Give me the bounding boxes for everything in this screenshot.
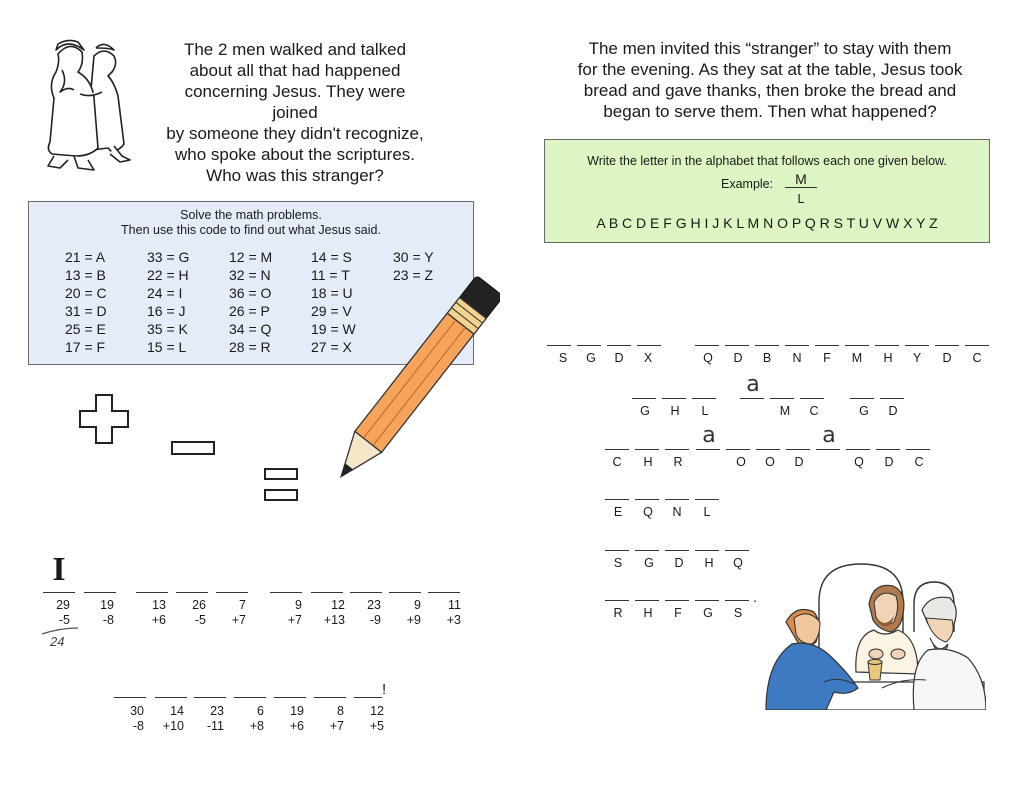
code-entry: 34 = Q (229, 321, 272, 337)
letter-blank[interactable] (800, 398, 824, 399)
letter-blank[interactable] (635, 449, 659, 450)
letter-blank[interactable] (635, 550, 659, 551)
code-letter: D (942, 351, 952, 365)
answer-blank[interactable] (270, 592, 302, 593)
code-entry: 31 = D (65, 303, 107, 319)
problem-bottom: +3 (446, 613, 461, 627)
problem-top: 19 (290, 704, 304, 718)
code-letter: L (701, 404, 709, 418)
problem-top: 7 (239, 598, 246, 612)
letter-blank[interactable] (906, 449, 930, 450)
filled-letter: a (702, 423, 716, 448)
code-entry: 22 = H (147, 267, 189, 283)
code-letter: Q (733, 556, 743, 570)
letter-blank[interactable] (695, 550, 719, 551)
code-letter: Y (912, 351, 922, 365)
letter-blank[interactable] (665, 600, 689, 601)
letter-blank[interactable] (815, 345, 839, 346)
code-entry: 36 = O (229, 285, 272, 301)
code-entry: 26 = P (229, 303, 270, 319)
letter-blank[interactable] (605, 449, 629, 450)
problem-bottom: +6 (289, 719, 304, 733)
left-story-line: concerning Jesus. They were joined (184, 82, 406, 122)
letter-blank[interactable] (637, 345, 661, 346)
example-letter: I (52, 551, 66, 588)
letter-blank[interactable] (695, 345, 719, 346)
answer-blank[interactable] (194, 697, 226, 698)
letter-blank[interactable] (695, 600, 719, 601)
code-letter: H (670, 404, 680, 418)
problem-bottom: -8 (102, 613, 114, 627)
letter-blank[interactable] (665, 499, 689, 500)
problem-bottom: +8 (249, 719, 264, 733)
code-entry: 11 = T (311, 267, 350, 283)
letter-blank[interactable] (635, 499, 659, 500)
problem-bottom: +9 (406, 613, 421, 627)
code-letter: B (762, 351, 772, 365)
letter-blank[interactable] (770, 398, 794, 399)
code-letter: N (672, 505, 682, 519)
answer-blank[interactable] (216, 592, 248, 593)
problem-bottom: -5 (194, 613, 206, 627)
problem-bottom: +5 (369, 719, 384, 733)
left-story-text (160, 39, 430, 186)
letter-blank[interactable] (740, 398, 764, 399)
left-story-line: Who was this stranger? (206, 166, 384, 185)
code-letter: H (704, 556, 714, 570)
code-entry: 33 = G (147, 249, 190, 265)
filled-letter: a (822, 423, 836, 448)
code-letter: N (792, 351, 802, 365)
code-letter: C (612, 455, 622, 469)
answer-blank[interactable] (136, 592, 168, 593)
code-entry: 29 = V (311, 303, 352, 319)
answer-blank[interactable] (311, 592, 343, 593)
minus-icon (170, 440, 216, 458)
equals-icon (263, 466, 299, 506)
problem-top: 9 (414, 598, 421, 612)
code-letter: G (586, 351, 596, 365)
answer-blank[interactable] (350, 592, 382, 593)
period-mark: . (753, 589, 757, 605)
letter-blank[interactable] (577, 345, 601, 346)
letter-blank[interactable] (725, 345, 749, 346)
letter-blank[interactable] (547, 345, 571, 346)
code-letter: Q (703, 351, 713, 365)
code-entry: 28 = R (229, 339, 271, 355)
code-letter: S (558, 351, 568, 365)
code-letter: S (613, 556, 623, 570)
problem-bottom: +7 (287, 613, 302, 627)
letter-blank[interactable] (756, 449, 780, 450)
letter-blank[interactable] (786, 449, 810, 450)
right-story-text (560, 38, 980, 122)
right-story-line: The men invited this “stranger” to stay with them (588, 39, 952, 58)
code-entry: 16 = J (147, 303, 186, 319)
example-answer: 24 (50, 634, 65, 649)
letter-blank[interactable] (905, 345, 929, 346)
letter-blank[interactable] (662, 398, 686, 399)
right-story-line: bread and gave thanks, then broke the bread and (583, 81, 957, 100)
code-entry: 18 = U (311, 285, 353, 301)
letter-blank[interactable] (665, 550, 689, 551)
code-letter: X (643, 351, 653, 365)
code-letter: G (644, 556, 654, 570)
letter-blank[interactable] (816, 449, 840, 450)
letter-blank[interactable] (635, 600, 659, 601)
letter-blank[interactable] (785, 345, 809, 346)
letter-blank[interactable] (605, 600, 629, 601)
problem-top: 11 (448, 598, 461, 612)
letter-blank[interactable] (726, 449, 750, 450)
letter-blank[interactable] (665, 449, 689, 450)
answer-blank[interactable] (234, 697, 266, 698)
letter-blank[interactable] (607, 345, 631, 346)
problem-bottom: -11 (206, 719, 224, 733)
code-letter: G (859, 404, 869, 418)
left-story-line: who spoke about the scriptures. (174, 145, 416, 164)
problem-top: 26 (192, 598, 206, 612)
problem-top: 23 (210, 704, 224, 718)
problem-bottom: +7 (231, 613, 246, 627)
code-letter: D (614, 351, 624, 365)
code-entry: 25 = E (65, 321, 106, 337)
code-letter: D (794, 455, 804, 469)
left-story-line: The 2 men walked and talked (183, 40, 407, 59)
answer-blank[interactable] (155, 697, 187, 698)
alphabet-code-box (544, 139, 990, 243)
alpha-instruction: Write the letter in the alphabet that follows each one given below. (587, 154, 947, 168)
code-letter: O (765, 455, 775, 469)
problem-bottom: +13 (323, 613, 345, 627)
answer-blank[interactable] (274, 697, 306, 698)
problem-top: 14 (170, 704, 184, 718)
letter-blank[interactable] (605, 499, 629, 500)
alphabet-row: A B C D E F G H I J K L M N O P Q R S T U V W X Y Z (596, 215, 938, 231)
code-letter: C (809, 404, 819, 418)
code-entry: 35 = K (147, 321, 188, 337)
answer-blank[interactable] (428, 592, 460, 593)
letter-blank[interactable] (632, 398, 656, 399)
code-letter: H (643, 606, 653, 620)
code-letter: H (643, 455, 653, 469)
code-instruction-line2: Then use this code to find out what Jesus said. (121, 223, 381, 237)
code-entry: 32 = N (229, 267, 271, 283)
code-letter: C (972, 351, 982, 365)
code-letter: D (733, 351, 743, 365)
letter-blank[interactable] (935, 345, 959, 346)
problem-top: 6 (257, 704, 264, 718)
problem-top: 9 (295, 598, 302, 612)
code-entry: 19 = W (311, 321, 356, 337)
letter-blank[interactable] (725, 550, 749, 551)
code-entry: 30 = Y (393, 249, 434, 265)
problem-top: 19 (100, 598, 114, 612)
code-letter: G (640, 404, 650, 418)
code-entry: 12 = M (229, 249, 273, 265)
problem-bottom: +7 (329, 719, 344, 733)
code-entry: 13 = B (65, 267, 106, 283)
letter-blank[interactable] (875, 345, 899, 346)
answer-blank[interactable] (314, 697, 346, 698)
code-letter: D (888, 404, 898, 418)
code-letter: C (914, 455, 924, 469)
problem-bottom: +6 (151, 613, 166, 627)
letter-blank[interactable] (695, 499, 719, 500)
answer-blank[interactable] (389, 592, 421, 593)
example-answer-letter: M (785, 171, 817, 188)
code-letter: H (883, 351, 893, 365)
code-entry: 23 = Z (393, 267, 434, 283)
example-underline-stroke (40, 626, 80, 636)
left-story-line: about all that had happened (189, 61, 401, 80)
filled-letter: a (746, 372, 760, 397)
code-letter: E (613, 505, 623, 519)
problem-top: 12 (370, 704, 384, 718)
exclamation-mark: ! (382, 681, 387, 698)
problem-top: 12 (331, 598, 345, 612)
answer-blank[interactable] (176, 592, 208, 593)
letter-blank[interactable] (605, 550, 629, 551)
example-given-letter: L (797, 192, 805, 206)
code-entry: 15 = L (147, 339, 187, 355)
code-letter: F (674, 606, 682, 620)
answer-blank[interactable] (354, 697, 382, 698)
code-letter: R (673, 455, 683, 469)
example-label: Example: (721, 177, 774, 191)
letter-blank[interactable] (880, 398, 904, 399)
code-letter: M (851, 351, 863, 365)
problem-bottom: -9 (369, 613, 381, 627)
code-letter: D (884, 455, 894, 469)
problem-top: 29 (56, 598, 70, 612)
code-letter: S (733, 606, 743, 620)
two-men-walking-illustration (36, 34, 136, 174)
code-instruction-line1: Solve the math problems. (180, 208, 322, 222)
right-story-line: for the evening. As they sat at the table, Jesus took (577, 60, 963, 79)
code-entry: 14 = S (311, 249, 352, 265)
problem-top: 13 (152, 598, 166, 612)
code-letter: M (779, 404, 791, 418)
problem-top: 8 (337, 704, 344, 718)
problem-bottom: -5 (58, 613, 70, 627)
letter-blank[interactable] (876, 449, 900, 450)
code-letter: R (613, 606, 623, 620)
plus-icon (78, 393, 130, 445)
code-entry: 20 = C (65, 285, 107, 301)
letter-blank[interactable] (692, 398, 716, 399)
letter-blank[interactable] (850, 398, 874, 399)
code-letter: Q (854, 455, 864, 469)
code-entry: 27 = X (311, 339, 352, 355)
letter-blank[interactable] (755, 345, 779, 346)
code-entry: 17 = F (65, 339, 106, 355)
code-entry: 21 = A (65, 249, 106, 265)
code-letter: Q (643, 505, 653, 519)
code-letter: D (674, 556, 684, 570)
code-letter: O (736, 455, 746, 469)
code-letter: L (703, 505, 711, 519)
problem-bottom: +10 (162, 719, 184, 733)
problem-top: 30 (130, 704, 144, 718)
problem-top: 23 (367, 598, 381, 612)
letter-blank[interactable] (845, 345, 869, 346)
right-story-line: began to serve them. Then what happened? (603, 102, 937, 121)
code-entry: 24 = I (147, 285, 183, 301)
emmaus-supper-illustration (764, 562, 986, 710)
letter-blank[interactable] (846, 449, 870, 450)
left-story-line: by someone they didn't recognize, (166, 124, 424, 143)
letter-blank[interactable] (696, 449, 720, 450)
pencil-icon (330, 262, 500, 502)
answer-blank[interactable] (84, 592, 116, 593)
code-letter: F (823, 351, 831, 365)
answer-blank[interactable] (114, 697, 146, 698)
letter-blank[interactable] (725, 600, 749, 601)
letter-blank[interactable] (965, 345, 989, 346)
code-letter: G (703, 606, 713, 620)
answer-blank[interactable] (43, 592, 75, 593)
problem-bottom: -8 (132, 719, 144, 733)
